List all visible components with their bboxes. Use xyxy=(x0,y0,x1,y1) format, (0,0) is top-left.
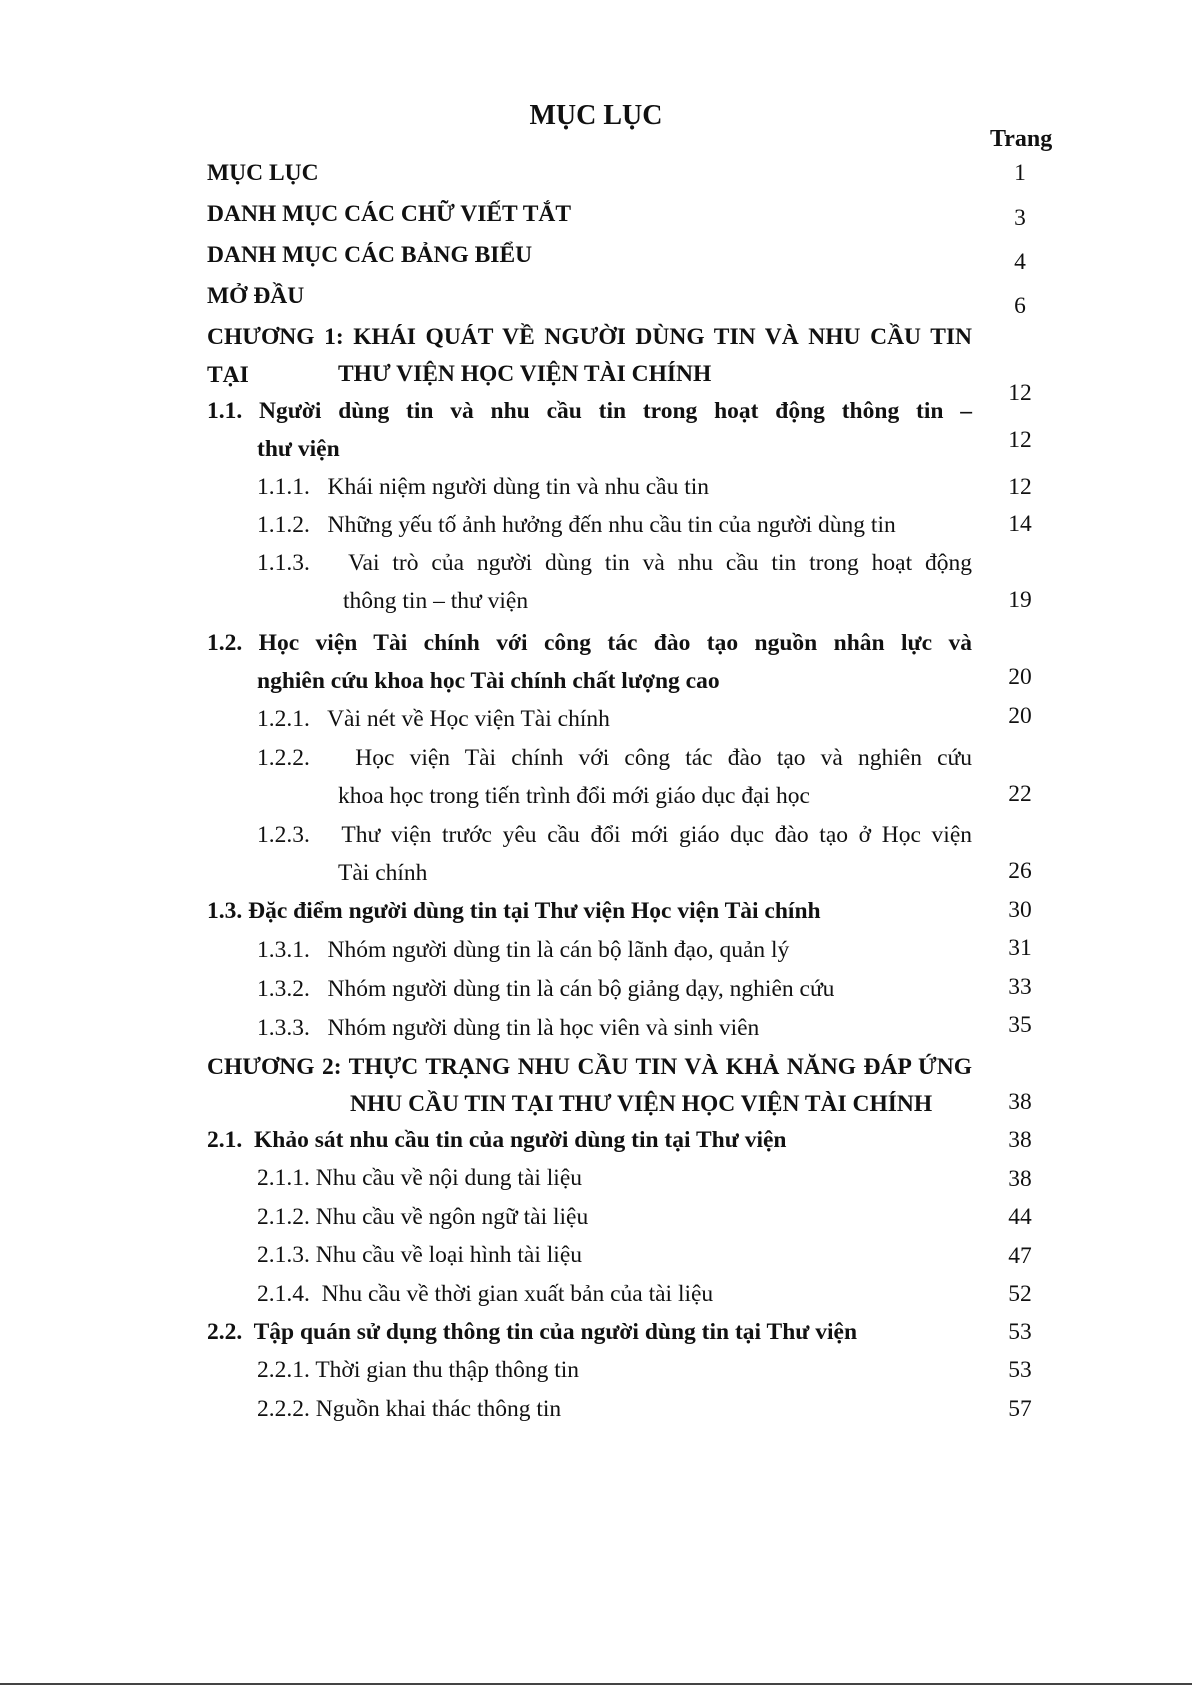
toc-subsection[interactable]: 2.1.2. Nhu cầu về ngôn ngữ tài liệu xyxy=(257,1204,589,1230)
toc-section-heading-continued: thư viện xyxy=(257,436,340,462)
toc-subsection-continued: Tài chính xyxy=(338,860,428,886)
toc-page-number: 38 xyxy=(1008,1127,1032,1153)
toc-page-number: 3 xyxy=(1014,205,1026,231)
toc-subsection[interactable]: 1.3.1. Nhóm người dùng tin là cán bộ lãnh đạo, quản lý xyxy=(257,937,790,963)
toc-section-heading[interactable]: 1.3. Đặc điểm người dùng tin tại Thư viện Học viện Tài chính xyxy=(207,898,821,924)
toc-page-number: 30 xyxy=(1008,897,1032,923)
toc-page-number: 44 xyxy=(1008,1204,1032,1230)
toc-section-heading[interactable]: 1.1. Người dùng tin và nhu cầu tin trong hoạt động thông tin – xyxy=(207,398,972,424)
toc-page-number: 26 xyxy=(1008,858,1032,884)
toc-entry[interactable]: MỞ ĐẦU xyxy=(207,283,305,309)
toc-chapter-heading-continued: NHU CẦU TIN TẠI THƯ VIỆN HỌC VIỆN TÀI CHÍNH xyxy=(350,1091,933,1117)
toc-subsection[interactable]: 2.1.3. Nhu cầu về loại hình tài liệu xyxy=(257,1242,583,1268)
toc-page-number: 35 xyxy=(1008,1012,1032,1038)
toc-page-number: 38 xyxy=(1008,1089,1032,1115)
toc-page-number: 22 xyxy=(1008,781,1032,807)
toc-page-number: 20 xyxy=(1008,703,1032,729)
toc-entry[interactable]: DANH MỤC CÁC BẢNG BIỂU xyxy=(207,242,533,268)
toc-page-number: 6 xyxy=(1014,293,1026,319)
toc-entry[interactable]: MỤC LỤC xyxy=(207,160,319,186)
toc-section-heading[interactable]: 2.1. Khảo sát nhu cầu tin của người dùng tin tại Thư viện xyxy=(207,1127,787,1153)
toc-page-number: 57 xyxy=(1008,1396,1032,1422)
toc-subsection[interactable]: 1.1.1. Khái niệm người dùng tin và nhu cầu tin xyxy=(257,474,710,500)
toc-subsection[interactable]: 2.2.1. Thời gian thu thập thông tin xyxy=(257,1357,580,1383)
toc-subsection[interactable]: 1.1.2. Những yếu tố ảnh hưởng đến nhu cầu tin của người dùng tin xyxy=(257,512,896,538)
page-column-header: Trang xyxy=(990,126,1053,152)
toc-subsection[interactable]: 2.1.1. Nhu cầu về nội dung tài liệu xyxy=(257,1165,583,1191)
toc-chapter-heading[interactable]: CHƯƠNG 1: KHÁI QUÁT VỀ NGƯỜI DÙNG TIN VÀ NHU CẦU TIN TẠI xyxy=(207,324,972,388)
toc-page-number: 53 xyxy=(1008,1357,1032,1383)
toc-page-number: 12 xyxy=(1008,474,1032,500)
toc-subsection[interactable]: 1.2.2. Học viện Tài chính với công tác đào tạo và nghiên cứu xyxy=(257,745,972,771)
toc-page-number: 14 xyxy=(1008,511,1032,537)
toc-page-number: 47 xyxy=(1008,1243,1032,1269)
toc-subsection[interactable]: 1.2.3. Thư viện trước yêu cầu đổi mới giáo dục đào tạo ở Học viện xyxy=(257,822,972,848)
toc-subsection[interactable]: 1.2.1. Vài nét về Học viện Tài chính xyxy=(257,706,610,732)
toc-chapter-heading[interactable]: CHƯƠNG 2: THỰC TRẠNG NHU CẦU TIN VÀ KHẢ NĂNG ĐÁP ỨNG xyxy=(207,1054,972,1080)
toc-page-number: 33 xyxy=(1008,974,1032,1000)
toc-section-heading[interactable]: 2.2. Tập quán sử dụng thông tin của người dùng tin tại Thư viện xyxy=(207,1319,858,1345)
toc-page-number: 12 xyxy=(1008,380,1032,406)
toc-subsection[interactable]: 2.1.4. Nhu cầu về thời gian xuất bản của tài liệu xyxy=(257,1281,714,1307)
toc-subsection[interactable]: 1.1.3. Vai trò của người dùng tin và nhu cầu tin trong hoạt động xyxy=(257,550,972,576)
toc-page-number: 38 xyxy=(1008,1166,1032,1192)
toc-page-number: 19 xyxy=(1008,587,1032,613)
toc-page-number: 31 xyxy=(1008,935,1032,961)
toc-page-number: 52 xyxy=(1008,1281,1032,1307)
page-title: MỤC LỤC xyxy=(529,100,663,131)
toc-entry[interactable]: DANH MỤC CÁC CHỮ VIẾT TẮT xyxy=(207,201,572,227)
toc-chapter-heading-continued: THƯ VIỆN HỌC VIỆN TÀI CHÍNH xyxy=(338,361,712,387)
toc-section-heading-continued: nghiên cứu khoa học Tài chính chất lượng cao xyxy=(257,668,720,694)
toc-subsection[interactable]: 1.3.2. Nhóm người dùng tin là cán bộ giảng dạy, nghiên cứu xyxy=(257,976,835,1002)
toc-subsection-continued: thông tin – thư viện xyxy=(343,588,529,614)
toc-page-number: 12 xyxy=(1008,427,1032,453)
toc-subsection-continued: khoa học trong tiến trình đổi mới giáo dục đại học xyxy=(338,783,810,809)
toc-page-number: 53 xyxy=(1008,1319,1032,1345)
toc-section-heading[interactable]: 1.2. Học viện Tài chính với công tác đào tạo nguồn nhân lực và xyxy=(207,630,972,656)
toc-page-number: 4 xyxy=(1014,249,1026,275)
toc-subsection[interactable]: 1.3.3. Nhóm người dùng tin là học viên và sinh viên xyxy=(257,1015,760,1041)
toc-subsection[interactable]: 2.2.2. Nguồn khai thác thông tin xyxy=(257,1396,562,1422)
toc-page-number: 20 xyxy=(1008,664,1032,690)
toc-page-number: 1 xyxy=(1014,160,1026,186)
